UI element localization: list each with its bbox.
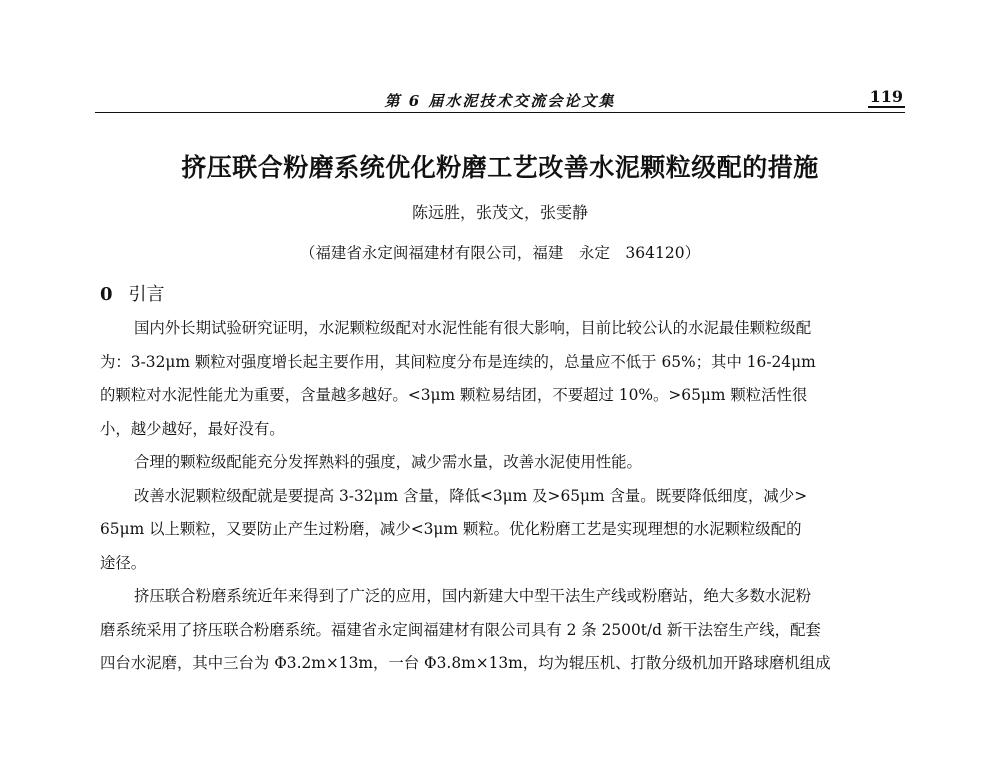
body-text: [100, 312, 912, 681]
section-heading: [100, 280, 165, 306]
proceedings-title: 第 6 届水泥技术交流会论文集: [384, 92, 616, 110]
paragraph: [100, 480, 912, 581]
text-line: 65μm 以上颗粒，又要防止产生过粉磨，减少<3μm 颗粒。优化粉磨工艺是实现理想的水泥颗粒级配的: [100, 520, 802, 538]
text-line: 改善水泥颗粒级配就是要提高 3-32μm 含量，降低<3μm 及>65μm 含量。既要降低细度，减少>: [134, 486, 808, 505]
text-line: 磨系统采用了挤压联合粉磨系统。福建省永定闽福建材有限公司具有 2 条 2500t/d 新干法窑生产线，配套: [100, 620, 821, 639]
running-header: [95, 88, 905, 114]
page-number: 119: [869, 87, 903, 106]
text-line: 四台水泥磨，其中三台为 Φ3.2m×13m，一台 Φ3.8m×13m，均为辊压机、打散分级机加开路球磨机组成: [100, 654, 831, 672]
text-line: 挤压联合粉磨系统近年来得到了广泛的应用，国内新建大中型干法生产线或粉磨站，绝大多数水泥粉: [134, 587, 812, 605]
affiliation: （福建省永定闽福建材有限公司，福建 永定 364120）: [299, 244, 701, 262]
paragraph: [100, 446, 912, 480]
text-line: 途径。: [100, 553, 147, 572]
section-title: 引言: [128, 284, 165, 305]
article-title: 挤压联合粉磨系统优化粉磨工艺改善水泥颗粒级配的措施: [181, 153, 819, 182]
header-rule: [95, 112, 905, 113]
author-list: 陈远胜，张茂文，张雯静: [411, 203, 588, 222]
paragraph: [100, 580, 912, 681]
text-line: 国内外长期试验研究证明，水泥颗粒级配对水泥性能有很大影响，目前比较公认的水泥最佳颗粒级配: [134, 319, 812, 337]
paragraph: [100, 312, 912, 446]
text-line: 的颗粒对水泥性能尤为重要，含量越多越好。<3μm 颗粒易结团，不要超过 10%。>65μm 颗粒活性很: [100, 386, 808, 404]
section-number: 0: [100, 284, 113, 305]
text-line: 小，越少越好，最好没有。: [100, 419, 285, 438]
text-line: 合理的颗粒级配能充分发挥熟料的强度，减少需水量，改善水泥使用性能。: [134, 453, 642, 471]
text-line: 为：3-32μm 颗粒对强度增长起主要作用，其间粒度分布是连续的，总量应不低于 65%；其中 16-24μm: [100, 352, 816, 371]
